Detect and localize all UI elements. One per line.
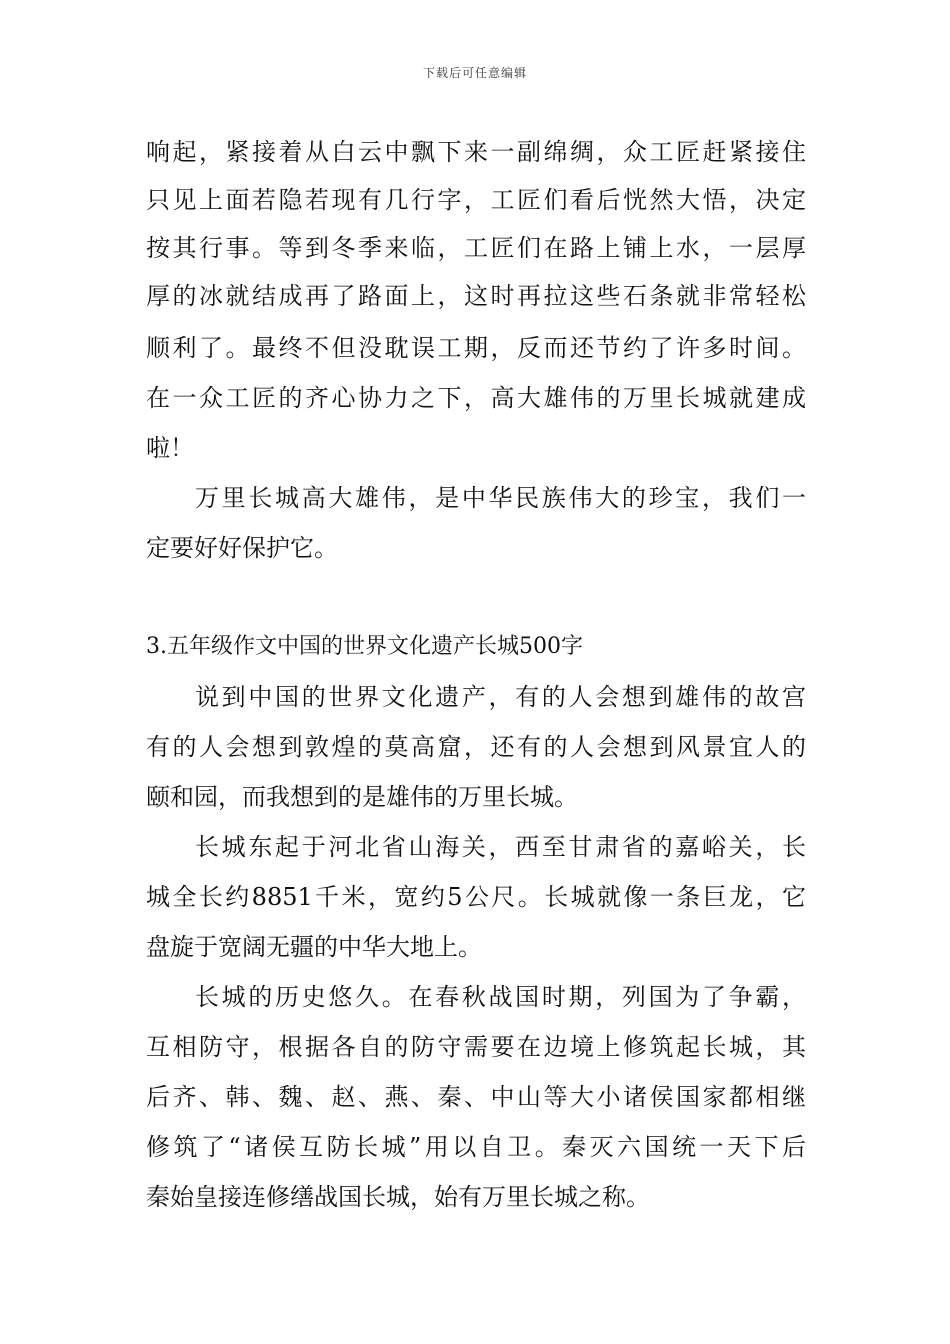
para1-line-7: 啦！ (146, 434, 194, 462)
page-header: 下载后可任意编辑 (422, 66, 527, 80)
para1-line-6: 在一众工匠的齐心协力之下，高大雄伟的万里长城就建成 (146, 384, 806, 412)
para1-line-2: 只见上面若隐若现有几行字，工匠们看后恍然大悟，决定 (146, 186, 806, 214)
para1-line-3: 按其行事。等到冬季来临，工匠们在路上铺上水，一层厚 (146, 234, 806, 262)
para4-line-1: 长城东起于河北省山海关，西至甘肃省的嘉峪关，长 (195, 833, 806, 861)
section-heading: 3.五年级作文中国的世界文化遗产长城500字 (146, 634, 583, 659)
para3-line-1: 说到中国的世界文化遗产，有的人会想到雄伟的故宫 (195, 683, 806, 711)
para1-line-1: 响起，紧接着从白云中飘下来一副绵绸，众工匠赶紧接住 (146, 138, 806, 166)
para5-line-5: 秦始皇接连修缮战国长城，始有万里长城之称。 (146, 1183, 650, 1211)
para4-line-2: 城全长约8851千米，宽约5公尺。长城就像一条巨龙，它 (146, 883, 806, 911)
para4-line-3: 盘旋于宽阔无疆的中华大地上。 (146, 933, 482, 961)
para5-line-3: 后齐、韩、魏、赵、燕、秦、中山等大小诸侯国家都相继 (146, 1083, 806, 1111)
para3-line-2: 有的人会想到敦煌的莫高窟，还有的人会想到风景宜人的 (146, 733, 806, 761)
para1-line-4: 厚的冰就结成再了路面上，这时再拉这些石条就非常轻松 (146, 282, 806, 310)
para5-line-2: 互相防守，根据各自的防守需要在边境上修筑起长城，其 (146, 1033, 806, 1061)
para1-line-5: 顺利了。最终不但没耽误工期，反而还节约了许多时间。 (146, 334, 806, 362)
para3-line-3: 颐和园，而我想到的是雄伟的万里长城。 (146, 783, 578, 811)
para2-line-2: 定要好好保护它。 (146, 534, 338, 562)
para2-line-1: 万里长城高大雄伟，是中华民族伟大的珍宝，我们一 (195, 484, 806, 512)
para5-line-4: 修筑了“诸侯互防长城”用以自卫。秦灭六国统一天下后 (146, 1133, 806, 1161)
para5-line-1: 长城的历史悠久。在春秋战国时期，列国为了争霸， (195, 983, 806, 1011)
